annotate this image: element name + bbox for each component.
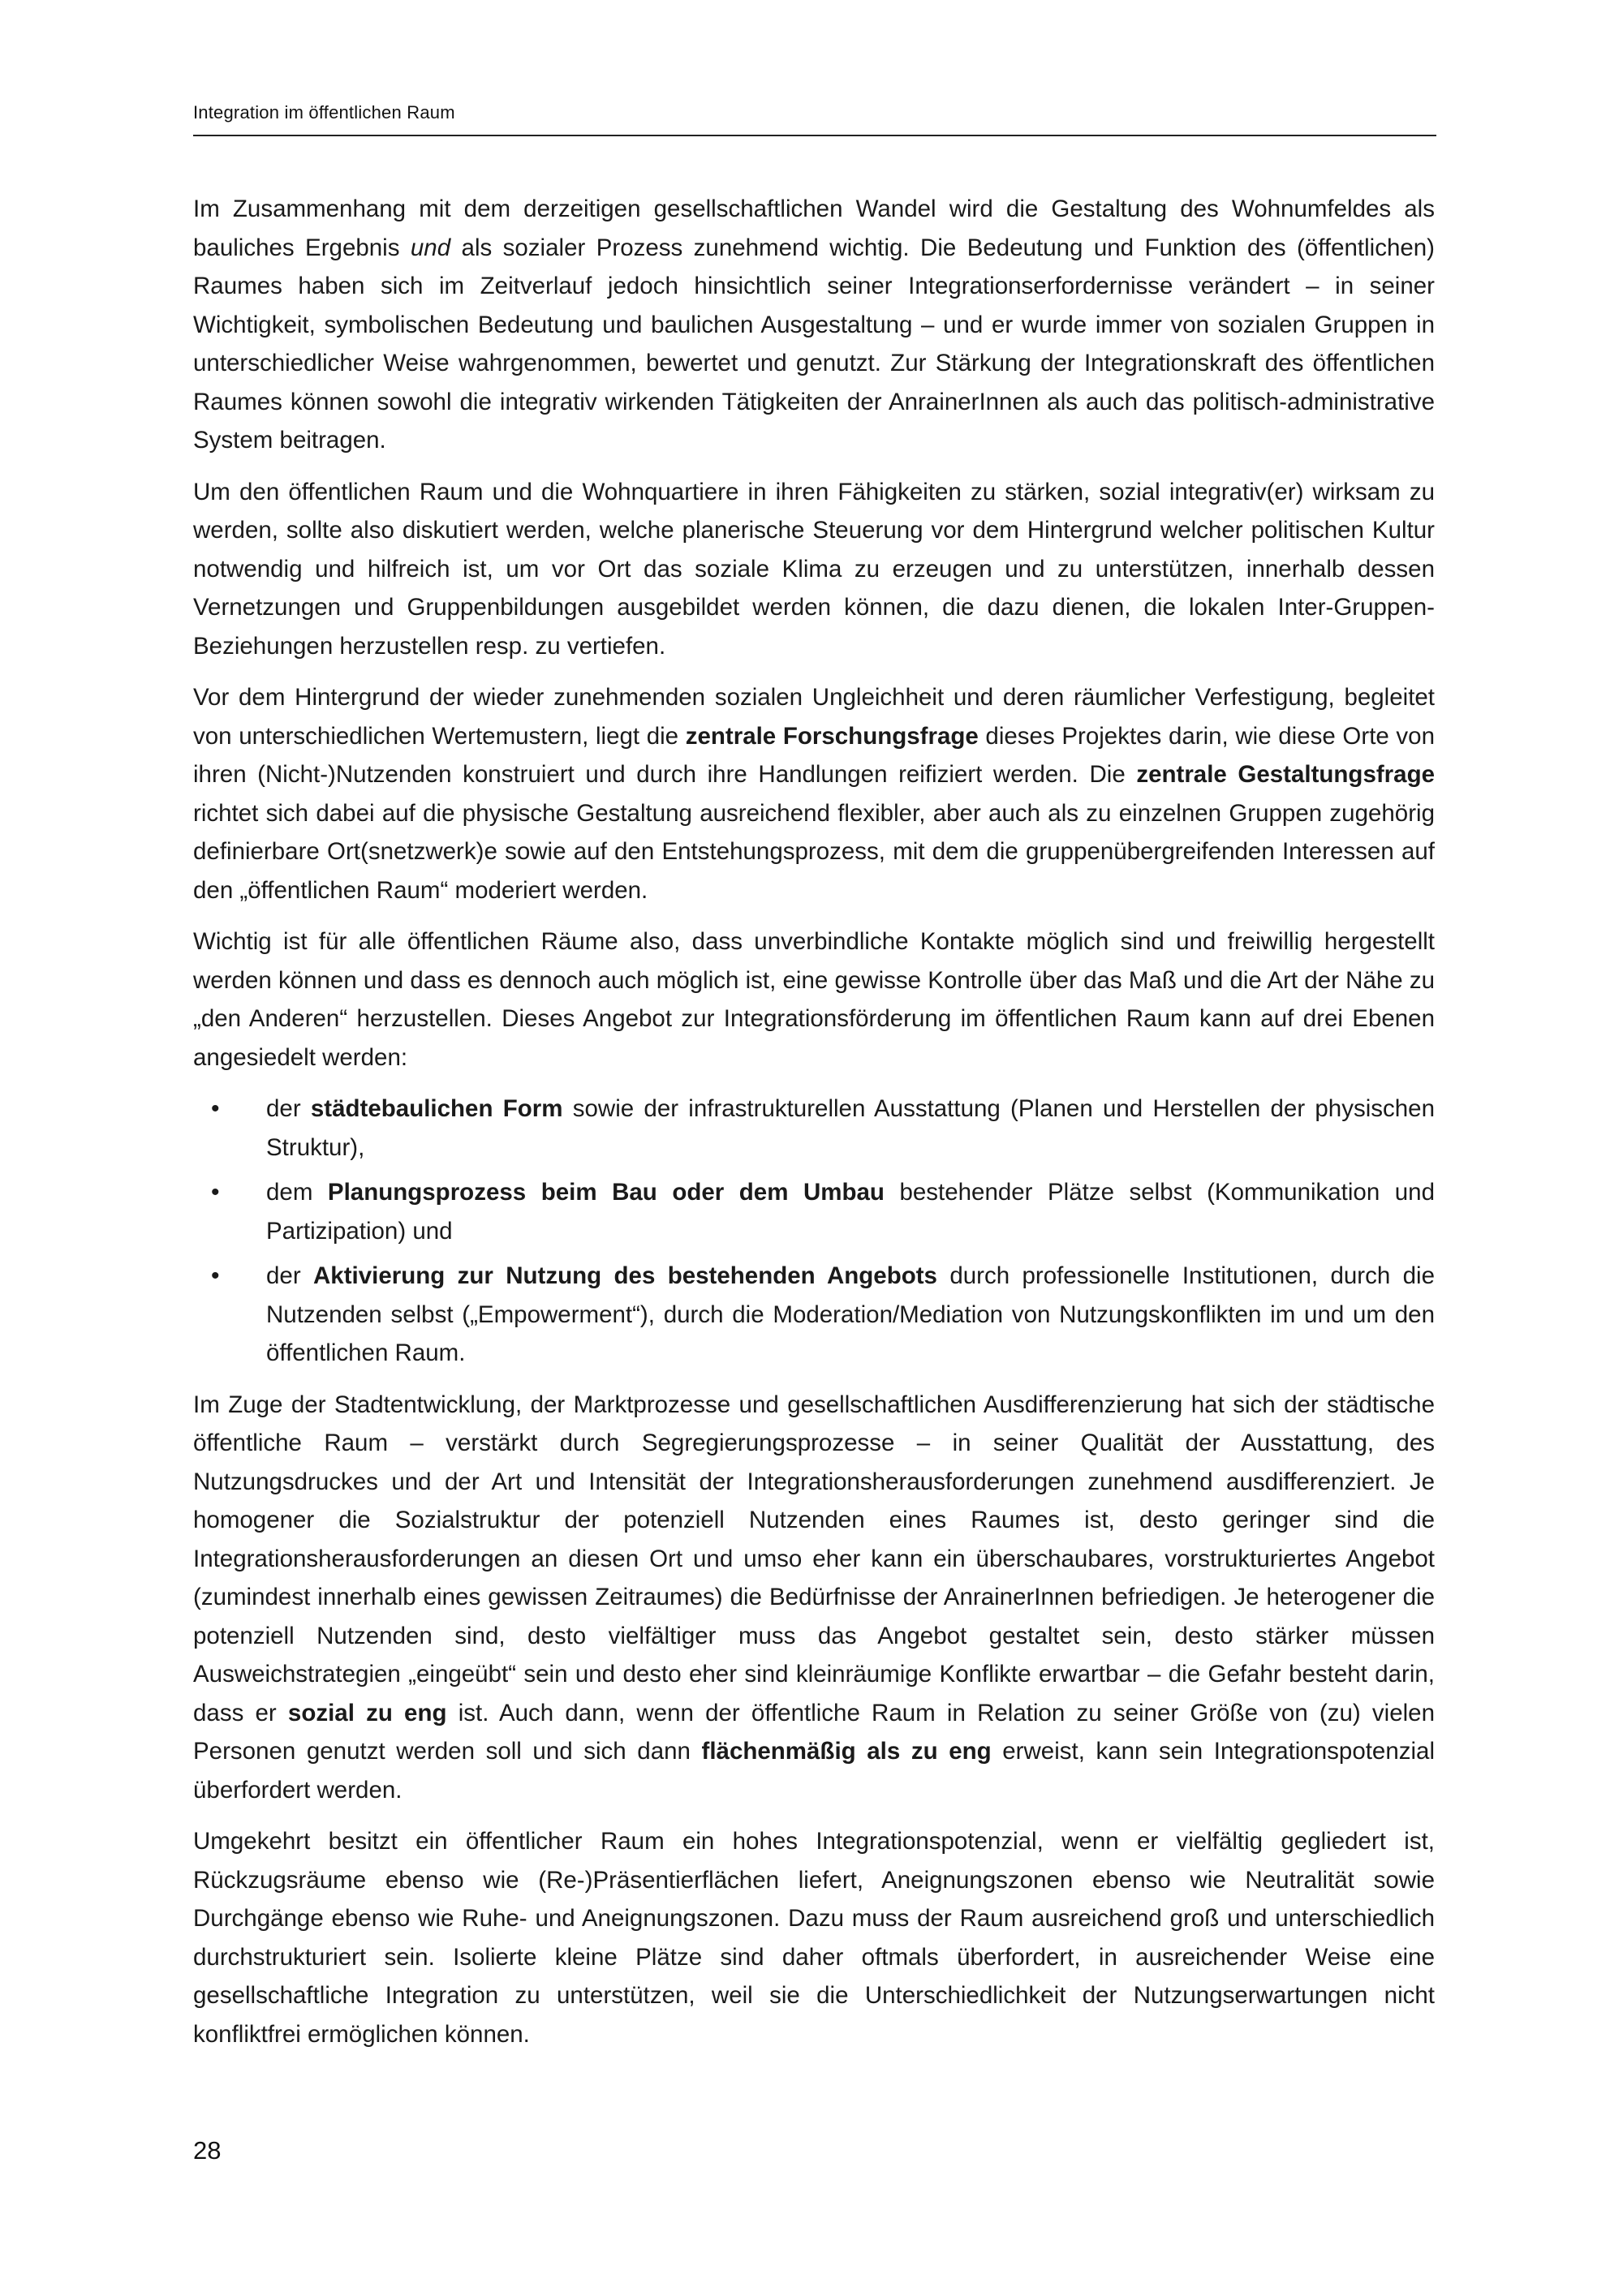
- text-span: erweist, kann sein Integrationspotenzial überfordert werden.: [193, 1738, 1436, 1804]
- bold-span: städtebaulichen Form: [310, 1095, 563, 1122]
- list-item: [193, 1257, 1435, 1373]
- paragraph-6: Umgekehrt besitzt ein öffentlicher Raum ein hohes Integrationspotenzial, wenn er vielfältig gegliedert ist, Rückzugsräume ebenso wie (Re-)Präsentierflächen liefert, Aneignungszonen ebenso wie Neutralität sowie Durchgänge ebenso wie Ruhe- und Aneignungszonen. Dazu muss der Raum ausreichend groß und unterschiedlich durchstrukturiert sein. Isolierte kleine Plätze sind daher oftmals überfordert, in ausreichender Weise eine gesellschaftliche Integration zu unterstützen, weil sie die Unterschiedlichkeit der Nutzungserwartungen nicht konfliktfrei ermöglichen können.: [193, 1828, 1435, 2048]
- text-span: Im Zuge der Stadtentwicklung, der Marktprozesse und gesellschaftlichen Ausdifferenzierung hat sich der städtische öffentliche Raum – verstärkt durch Segregierungsprozesse – in seiner Qualität der Ausstattung, des Nutzungsdruckes und der Art und Intensität der Integrationsherausforderungen zunehmend ausdifferenziert. Je homogener die Sozialstruktur der potenziell Nutzenden eines Raumes ist, desto geringer sind die Integrationsherausforderungen an diesen Ort und umso eher kann ein überschaubares, vorstrukturiertes Angebot (zumindest innerhalb eines gewissen Zeitraumes) die Bedürfnisse der AnrainerInnen befriedigen. Je heterogener die potenziell Nutzenden sind, desto vielfältiger muss das Angebot gestaltet sein, desto stärker müssen Ausweichstrategien „eingeübt“ sein und desto eher sind kleinräumige Konflikte erwartbar – die Gefahr besteht darin, dass er: [193, 1391, 1435, 1726]
- text-span: der: [266, 1095, 311, 1122]
- text-span: bestehender Plätze selbst (Kommunikation und Partizipation) und: [266, 1179, 1435, 1245]
- bold-span: flächenmäßig als zu eng: [701, 1738, 992, 1765]
- header-rule: [193, 135, 1436, 136]
- bullet-icon: •: [211, 1095, 220, 1122]
- bullet-icon: •: [211, 1179, 220, 1206]
- bold-span: zentrale Gestaltungsfrage: [1136, 761, 1435, 788]
- paragraph-1: [193, 190, 1435, 460]
- list-item: [193, 1090, 1435, 1167]
- list-item: [193, 1173, 1435, 1250]
- paragraph-3: [193, 678, 1435, 909]
- page-number: 28: [193, 2136, 222, 2165]
- text-span: als sozialer Prozess zunehmend wichtig. Die Bedeutung und Funktion des (öffentlichen) Raumes haben sich im Zeitverlauf jedoch hinsichtlich seiner Integrationserfordernisse verändert – in seiner Wichtigkeit, symbolischen Bedeutung und baulichen Ausgestaltung – und er wurde immer von sozialen Gruppen in unterschiedlicher Weise wahrgenommen, bewertet und genutzt. Zur Stärkung der Integrationskraft des öffentlichen Raumes können sowohl die integrativ wirkenden Tätigkeiten der AnrainerInnen als auch das politisch-administrative System beitragen.: [193, 234, 1435, 454]
- text-span: Im Zusammenhang mit dem derzeitigen gesellschaftlichen Wandel wird die Gestaltung des Wohnumfeldes als bauliches Ergebnis: [193, 196, 1435, 261]
- text-span: richtet sich dabei auf die physische Gestaltung ausreichend flexibler, aber auch als zu einzelnen Gruppen zugehörig definierbare Ort(snetzwerk)e sowie auf den Entstehungsprozess, mit dem die gruppenübergreifenden Interessen auf den „öffentlichen Raum“ moderiert werden.: [193, 799, 1435, 904]
- bold-span: zentrale Forschungsfrage: [685, 722, 979, 750]
- bold-span: sozial zu eng: [287, 1699, 447, 1726]
- text-span: dem: [266, 1179, 328, 1206]
- paragraph-4: Wichtig ist für alle öffentlichen Räume also, dass unverbindliche Kontakte möglich sind und freiwillig hergestellt werden können und dass es dennoch auch möglich ist, eine gewisse Kontrolle über das Maß und die Art der Nähe zu „den Anderen“ herzustellen. Dieses Angebot zur Integrationsförderung im öffentlichen Raum kann auf drei Ebenen angesiedelt werden:: [193, 928, 1436, 1071]
- text-span: der: [266, 1262, 313, 1289]
- bullet-list: [193, 1090, 1435, 1373]
- text-span: sowie der infrastrukturellen Ausstattung (Planen und Herstellen der physischen Struktur),: [266, 1095, 1435, 1161]
- text-span: ist. Auch dann, wenn der öffentliche Raum in Relation zu seiner Größe von (zu) vielen Personen genutzt werden soll und sich dann: [193, 1699, 1435, 1765]
- paragraph-5: [193, 1386, 1435, 1810]
- running-header: Integration im öffentlichen Raum: [193, 102, 455, 123]
- italic-span: und: [410, 234, 451, 261]
- body-text: [193, 190, 1435, 2066]
- text-span: durch professionelle Institutionen, durch die Nutzenden selbst („Empowerment“), durch die Moderation/Mediation von Nutzungskonflikten im und um den öffentlichen Raum.: [266, 1262, 1435, 1366]
- bold-span: Planungsprozess beim Bau oder dem Umbau: [327, 1179, 885, 1206]
- text-span: Vor dem Hintergrund der wieder zunehmenden sozialen Ungleichheit und deren räumlicher Verfestigung, begleitet von unterschiedlichen Wertemustern, liegt die: [193, 684, 1435, 750]
- bold-span: Aktivierung zur Nutzung des bestehenden Angebots: [313, 1262, 937, 1289]
- paragraph-2: Um den öffentlichen Raum und die Wohnquartiere in ihren Fähigkeiten zu stärken, sozial integrativ(er) wirksam zu werden, sollte also diskutiert werden, welche planerische Steuerung vor dem Hintergrund welcher politischen Kultur notwendig und hilfreich ist, um vor Ort das soziale Klima zu erzeugen und zu unterstützen, innerhalb dessen Vernetzungen und Gruppenbildungen ausgebildet werden können, die dazu dienen, die lokalen Inter-Gruppen-Beziehungen herzustellen resp. zu vertiefen.: [193, 478, 1435, 660]
- bullet-icon: •: [211, 1262, 220, 1289]
- text-span: dieses Projektes darin, wie diese Orte von ihren (Nicht-)Nutzenden konstruiert und durch ihre Handlungen reifiziert werden. Die: [193, 722, 1435, 788]
